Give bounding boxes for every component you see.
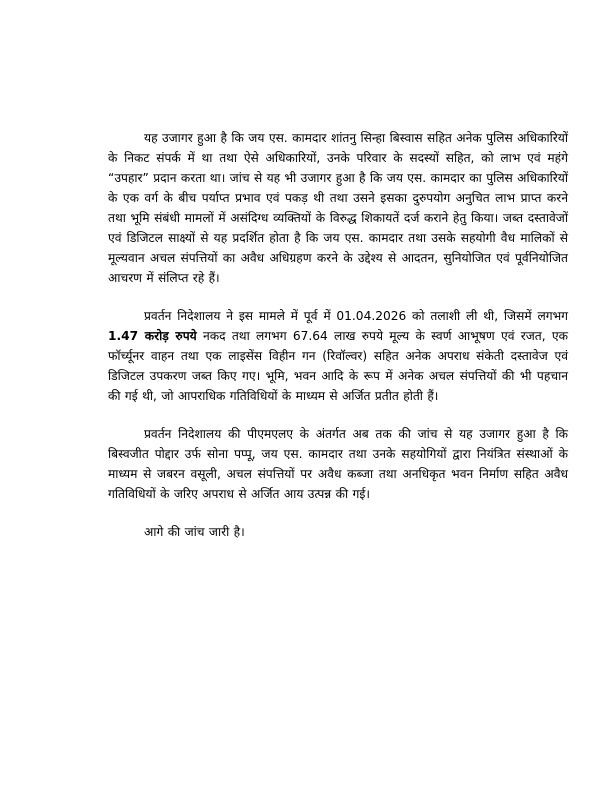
cash-amount-bold: 1.47 करोड़ रुपये bbox=[108, 329, 197, 343]
paragraph-kamdar-police-links: यह उजागर हुआ है कि जय एस. कामदार शांतनु सिन्हा बिस्वास सहित अनेक पुलिस अधिकारियों के निकट संपर्क में था तथा ऐसे अधिकारियों, उनके परिवार के सदस्यों सहित, को लाभ एवं महंगे “उपहार” प्रदान करता था। जांच से यह भी उजागर हुआ है कि जय एस. कामदार का पुलिस अधिकारियों के एक वर्ग के बीच पर्याप्त प्रभाव एवं पकड़ थी तथा उसने इसका दुरुपयोग अनुचित लाभ प्राप्त करने तथा भूमि संबंधी मामलों में असंदिग्ध व्यक्तियों के विरुद्ध शिकायतें दर्ज कराने हेतु किया। जब्त दस्तावेजों एवं डिजिटल साक्ष्यों से यह प्रदर्शित होता है कि जय एस. कामदार तथा उसके सहयोगी वैध मालिकों से मूल्यवान अचल संपत्तियों का अवैध अधिग्रहण करने के उद्देश्य से आदतन, सुनियोजित एवं पूर्वनियोजित आचरण में संलिप्त रहे हैं। bbox=[108, 131, 568, 285]
paragraph-2-text-b: नकद तथा लगभग 67.64 लाख रुपये मूल्य के स्वर्ण आभूषण एवं रजत, एक फॉर्च्यूनर वाहन तथा एक लाइसेंस विहीन गन (रिवॉल्वर) सहित अनेक अपराध संकेती दस्तावेज एवं डिजिटल उपकरण जब्त किए गए। भूमि, भवन आदि के रूप में अनेक अचल संपत्तियों की भी पहचान की गई थी, जो आपराधिक गतिविधियों के माध्यम से अर्जित प्रतीत होती हैं। bbox=[108, 329, 568, 403]
document-page bbox=[108, 128, 568, 560]
paragraph-pmla-investigation: प्रवर्तन निदेशालय की पीएमएलए के अंतर्गत अब तक की जांच से यह उजागर हुआ है कि बिस्वजीत पोद्दार उर्फ सोना पप्पू, जय एस. कामदार तथा उनके सहयोगियों द्वारा नियंत्रित संस्थाओं के माध्यम से जबरन वसूली, अचल संपत्तियों पर अवैध कब्जा तथा अनधिकृत भवन निर्माण सहित अवैध गतिविधियों के जरिए अपराध से अर्जित आय उत्पन्न की गई। bbox=[108, 427, 568, 501]
paragraph-2-text-a: प्रवर्तन निदेशालय ने इस मामले में पूर्व में 01.04.2026 को तलाशी ली थी, जिसमें लगभग bbox=[144, 309, 568, 323]
paragraph-further-investigation: आगे की जांच जारी है। bbox=[144, 525, 245, 539]
paragraph-search-seizure bbox=[108, 306, 568, 406]
